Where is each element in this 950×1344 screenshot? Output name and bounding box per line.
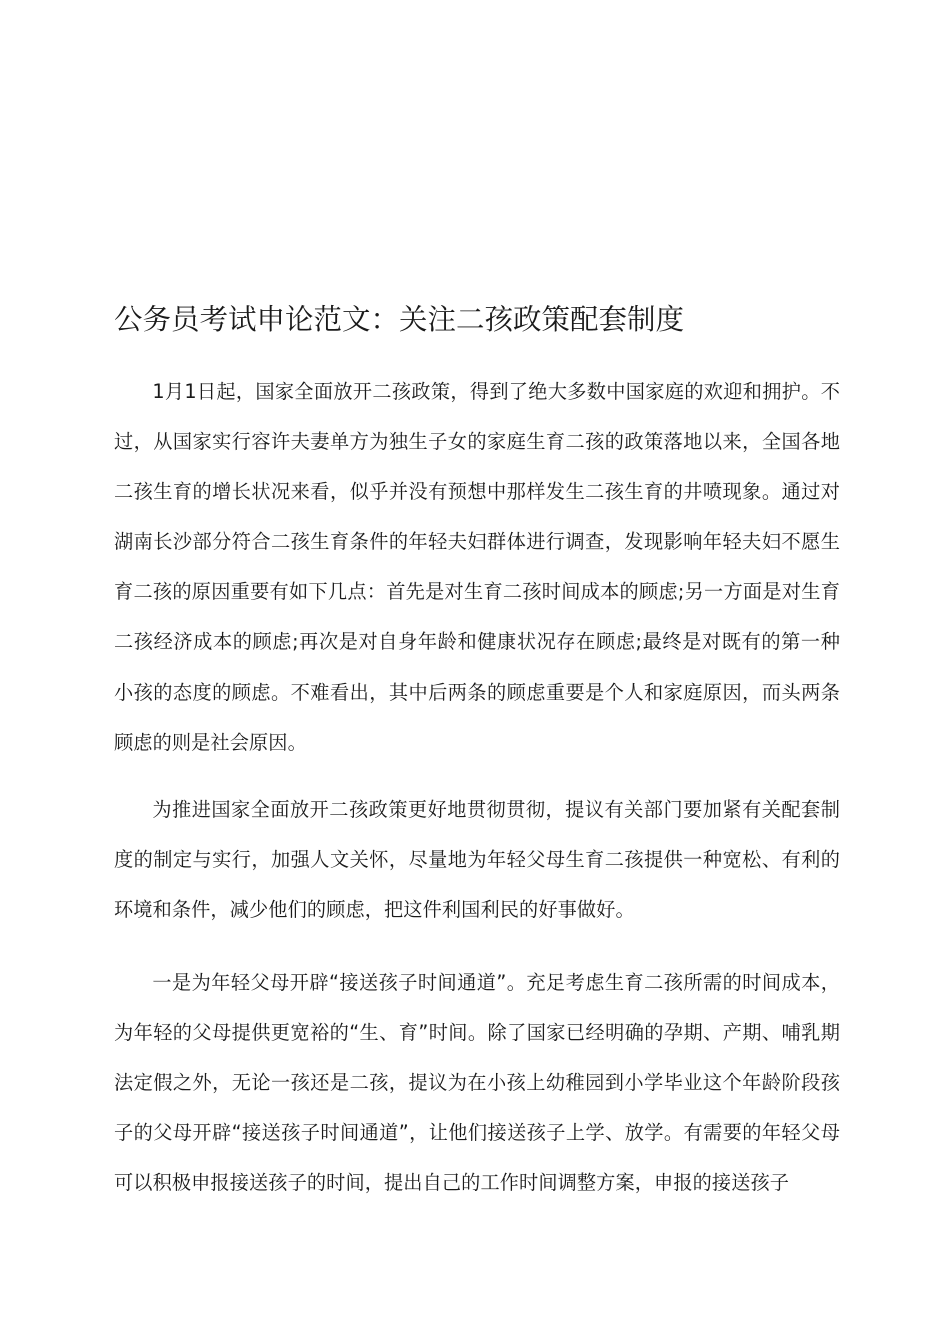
document-title: 公务员考试申论范文：关注二孩政策配套制度 xyxy=(114,303,685,336)
paragraph-2: 为推进国家全面放开二孩政策更好地贯彻贯彻，提议有关部门要加紧有关配套制度的制定与实行，加强人文关怀，尽量地为年轻父母生育二孩提供一种宽松、有利的环境和条件，减少他们的顾虑，把这件利国利民的好事做好。 xyxy=(114,798,840,922)
paragraph-3: 一是为年轻父母开辟“接送孩子时间通道”。充足考虑生育二孩所需的时间成本，为年轻的父母提供更宽裕的“生、育”时间。除了国家已经明确的孕期、产期、哺乳期法定假之外，无论一孩还是二孩，提议为在小孩上幼稚园到小学毕业这个年龄阶段孩子的父母开辟“接送孩子时间通道”，让他们接送孩子上学、放学。有需要的年轻父母可以积极申报接送孩子的时间，提出自己的工作时间调整方案，申报的接送孩子 xyxy=(114,971,840,1195)
paragraph-1: 1月1日起，国家全面放开二孩政策，得到了绝大多数中国家庭的欢迎和拥护。不过，从国家实行容许夫妻单方为独生子女的家庭生育二孩的政策落地以来，全国各地二孩生育的增长状况来看，似乎并没有预想中那样发生二孩生育的井喷现象。通过对湖南长沙部分符合二孩生育条件的年轻夫妇群体进行调查，发现影响年轻夫妇不愿生育二孩的原因重要有如下几点：首先是对生育二孩时间成本的顾虑;另一方面是对生育二孩经济成本的顾虑;再次是对自身年龄和健康状况存在顾虑;最终是对既有的第一种小孩的态度的顾虑。不难看出，其中后两条的顾虑重要是个人和家庭原因，而头两条顾虑的则是社会原因。 xyxy=(114,380,840,754)
